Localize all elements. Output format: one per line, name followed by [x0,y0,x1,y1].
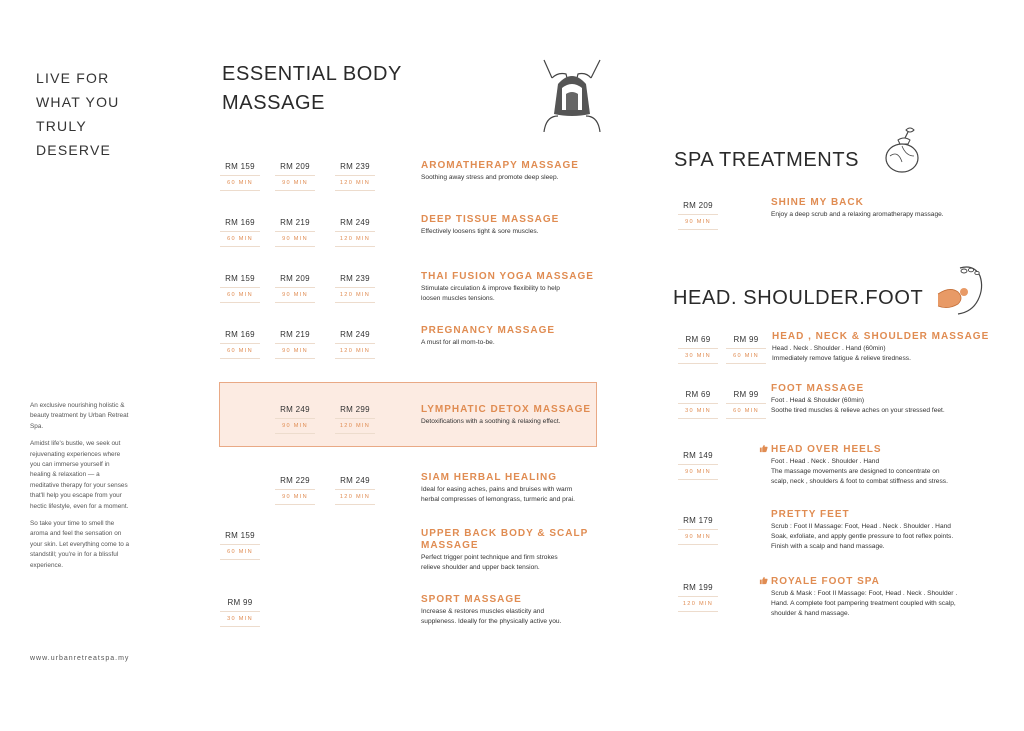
price-tag: RM 229 90 MIN [275,476,315,505]
service-name: LYMPHATIC DETOX MASSAGE [421,404,592,415]
service-name: THAI FUSION YOGA MASSAGE [421,271,594,282]
price-tag: RM 209 90 MIN [678,201,718,230]
thumbs-up-icon [759,576,768,585]
price-tag: RM 99 30 MIN [220,598,260,627]
service-head-over-heels[interactable] [759,444,948,487]
service-name: UPPER BACK BODY & SCALP MASSAGE [421,528,589,551]
section-title-body-massage [222,60,402,118]
price-tag: RM 199 120 MIN [678,583,718,612]
service-name: PRETTY FEET [771,509,850,520]
service-sport[interactable] [421,594,561,627]
service-desc: Stimulate circulation & improve flexibility to help loosen muscles tensions. [421,285,560,302]
service-desc: Perfect trigger point technique and firm strokes relieve shoulder and upper back tension. [421,554,558,571]
website-link[interactable]: www.urbanretreatspa.my [30,655,130,662]
service-name: SIAM HERBAL HEALING [421,472,558,483]
price-tag: RM 99 60 MIN [726,335,766,364]
service-desc: Foot . Head . Neck . Shoulder . Hand The massage movements are designed to concentrate on scalp, neck , shoulders & foot to combat stiffness and stress. [771,458,948,485]
service-lymphatic-detox[interactable] [421,404,591,427]
service-name: FOOT MASSAGE [771,383,865,394]
service-aromatherapy[interactable] [421,160,579,183]
service-foot-massage[interactable] [771,383,945,416]
intro-text [30,401,130,578]
price-tag: RM 159 60 MIN [220,162,260,191]
price-tag: RM 99 60 MIN [726,390,766,419]
service-desc: Enjoy a deep scrub and a relaxing aromatherapy massage. [771,211,944,218]
service-pregnancy[interactable] [421,325,555,348]
intro-paragraph: So take your time to smell the aroma and feel the sensation on your skin. Let everything come to a standstill; you're in for a blissful experience. [30,520,130,569]
price-tag: RM 239 120 MIN [335,274,375,303]
price-tag: RM 239 120 MIN [335,162,375,191]
service-desc: Effectively loosens tight & sore muscles. [421,228,539,235]
tagline-line: DESERVE [36,142,112,158]
tagline-line: LIVE FOR [36,70,110,86]
tagline [36,66,120,162]
price-tag: RM 209 90 MIN [275,274,315,303]
price-tag: RM 219 90 MIN [275,330,315,359]
section-title-head-shoulder-foot: HEAD. SHOULDER.FOOT [673,287,924,309]
price-tag: RM 249 90 MIN [275,405,315,434]
price-tag: RM 69 30 MIN [678,335,718,364]
service-siam-herbal[interactable] [421,472,575,505]
title-line: ESSENTIAL BODY [222,63,402,85]
service-desc: Soothing away stress and promote deep sleep. [421,174,559,181]
service-shine-my-back[interactable] [771,197,944,220]
foot-massage-icon [934,262,990,318]
massage-illustration-icon [536,54,608,132]
service-name: SHINE MY BACK [771,197,864,208]
intro-paragraph: An exclusive nourishing holistic & beauty treatment by Urban Retreat Spa. [30,402,129,430]
service-desc: Increase & restores muscles elasticity and suppleness. Ideally for the physically active you. [421,608,562,625]
price-tag: RM 169 60 MIN [220,330,260,359]
tagline-line: TRULY [36,118,87,134]
price-tag: RM 299 120 MIN [335,405,375,434]
price-tag: RM 219 90 MIN [275,218,315,247]
service-desc: Head . Neck . Shoulder . Hand (60min) Immediately remove fatigue & relieve tiredness. [772,345,911,362]
thumbs-up-icon [759,444,768,453]
service-name: HEAD , NECK & SHOULDER MASSAGE [772,331,990,342]
price-tag: RM 249 120 MIN [335,218,375,247]
service-desc: Ideal for easing aches, pains and bruises with warm herbal compresses of lemongrass, turmeric and prai. [421,486,575,503]
service-name: DEEP TISSUE MASSAGE [421,214,560,225]
service-royale-foot-spa[interactable] [759,576,957,619]
title-line: MASSAGE [222,92,326,114]
section-title-spa-treatments: SPA TREATMENTS [674,149,860,171]
service-name: SPORT MASSAGE [421,594,522,605]
price-tag: RM 149 90 MIN [678,451,718,480]
service-name: AROMATHERAPY MASSAGE [421,160,579,171]
service-pretty-feet[interactable] [771,509,953,552]
price-tag: RM 249 120 MIN [335,330,375,359]
service-thai-fusion[interactable] [421,271,594,304]
tagline-line: WHAT YOU [36,94,120,110]
price-tag: RM 159 60 MIN [220,531,260,560]
service-head-neck-shoulder[interactable] [772,331,989,364]
price-tag: RM 209 90 MIN [275,162,315,191]
service-desc: Scrub : Foot II Massage: Foot, Head . Neck . Shoulder . Hand Soak, exfoliate, and apply gentle pressure to foot reflex points. Finish with a scalp and hand massage. [771,523,954,550]
price-tag: RM 179 90 MIN [678,516,718,545]
service-desc: A must for all mom-to-be. [421,339,495,346]
price-tag: RM 69 30 MIN [678,390,718,419]
intro-paragraph: Amidst life's bustle, we seek out rejuvenating experiences where you can immerse yourself in healing & relaxation — a meditative therapy for your senses that'll help you escape from your hectic lifestyle, even for a moment. [30,440,129,510]
price-tag: RM 169 60 MIN [220,218,260,247]
service-desc: Scrub & Mask : Foot II Massage: Foot, Head . Neck . Shoulder . Hand. A complete foot pampering treatment coupled with scalp, shoulder & hand massage. [771,590,958,617]
service-desc: Detoxifications with a soothing & relaxing effect. [421,418,561,425]
service-name: HEAD OVER HEELS [759,444,948,456]
service-desc: Foot . Head & Shoulder (60min) Soothe tired muscles & relieve aches on your stressed feet. [771,397,945,414]
service-deep-tissue[interactable] [421,214,559,237]
service-name: ROYALE FOOT SPA [759,576,957,588]
herbal-compress-icon [880,126,926,176]
price-tag: RM 249 120 MIN [335,476,375,505]
service-upper-back[interactable] [421,528,588,573]
price-tag: RM 159 60 MIN [220,274,260,303]
service-name: PREGNANCY MASSAGE [421,325,556,336]
